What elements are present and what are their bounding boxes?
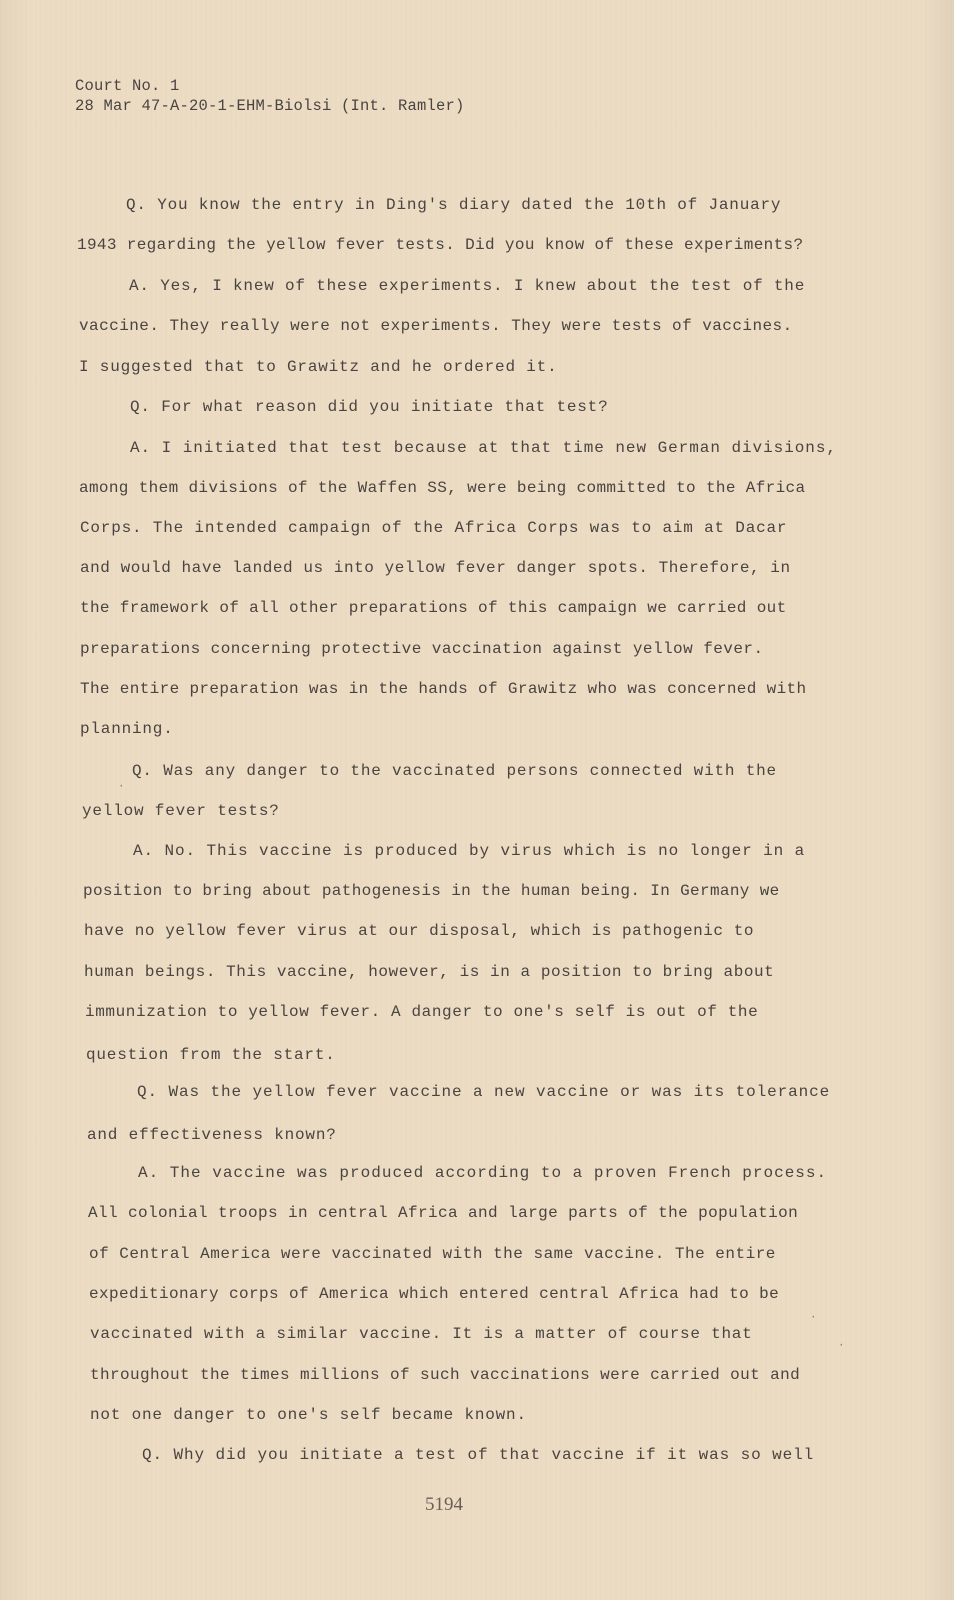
text-line: A. The vaccine was produced according to a proven French process. bbox=[138, 1164, 828, 1182]
text-line: position to bring about pathogenesis in the human being. In Germany we bbox=[83, 882, 780, 900]
text-line: All colonial troops in central Africa and large parts of the population bbox=[88, 1204, 799, 1222]
text-line: Q. Was any danger to the vaccinated persons connected with the bbox=[132, 762, 777, 780]
text-line: Q. For what reason did you initiate that test? bbox=[130, 398, 609, 416]
text-line: Corps. The intended campaign of the Africa Corps was to aim at Dacar bbox=[80, 519, 788, 537]
court-number: Court No. 1 bbox=[75, 77, 180, 95]
text-line: not one danger to one's self became known. bbox=[90, 1406, 527, 1424]
text-line: A. Yes, I knew of these experiments. I knew about the test of the bbox=[129, 277, 806, 295]
text-line: expeditionary corps of America which entered central Africa had to be bbox=[89, 1285, 780, 1303]
text-line: the framework of all other preparations of this campaign we carried out bbox=[80, 599, 787, 617]
text-line: A. I initiated that test because at that time new German divisions, bbox=[130, 439, 837, 457]
text-line: of Central America were vaccinated with the same vaccine. The entire bbox=[89, 1245, 776, 1263]
text-line: Q. You know the entry in Ding's diary dated the 10th of January bbox=[126, 196, 782, 214]
text-line: yellow fever tests? bbox=[82, 802, 280, 820]
text-line: preparations concerning protective vaccination against yellow fever. bbox=[80, 640, 764, 658]
text-line: vaccinated with a similar vaccine. It is a matter of course that bbox=[90, 1325, 753, 1343]
document-reference: 28 Mar 47-A-20-1-EHM-Biolsi (Int. Ramler) bbox=[75, 97, 465, 115]
page-number: 5194 bbox=[425, 1494, 463, 1515]
stray-mark: · bbox=[810, 1312, 817, 1324]
text-line: have no yellow fever virus at our disposal, which is pathogenic to bbox=[84, 922, 755, 940]
text-line: human beings. This vaccine, however, is in a position to bring about bbox=[84, 963, 775, 981]
text-line: and would have landed us into yellow fever danger spots. Therefore, in bbox=[80, 559, 791, 577]
stray-mark: · bbox=[838, 1340, 845, 1352]
text-line: I suggested that to Grawitz and he ordered it. bbox=[79, 358, 558, 376]
text-line: 1943 regarding the yellow fever tests. Did you know of these experiments? bbox=[77, 236, 804, 254]
text-line: among them divisions of the Waffen SS, were being committed to the Africa bbox=[79, 479, 806, 497]
text-line: Q. Was the yellow fever vaccine a new vaccine or was its tolerance bbox=[137, 1083, 831, 1101]
text-line: vaccine. They really were not experiments. They were tests of vaccines. bbox=[79, 317, 793, 335]
text-line: immunization to yellow fever. A danger to one's self is out of the bbox=[85, 1003, 759, 1021]
text-line: and effectiveness known? bbox=[87, 1126, 337, 1144]
text-line: A. No. This vaccine is produced by virus which is no longer in a bbox=[133, 842, 806, 860]
text-line: throughout the times millions of such vaccinations were carried out and bbox=[90, 1366, 801, 1384]
text-line: The entire preparation was in the hands of Grawitz who was concerned with bbox=[80, 680, 807, 698]
text-line: question from the start. bbox=[86, 1046, 336, 1064]
document-header bbox=[75, 76, 465, 116]
text-line: Q. Why did you initiate a test of that vaccine if it was so well bbox=[142, 1446, 815, 1464]
stray-mark: · bbox=[118, 781, 125, 793]
text-line: planning. bbox=[80, 720, 174, 738]
